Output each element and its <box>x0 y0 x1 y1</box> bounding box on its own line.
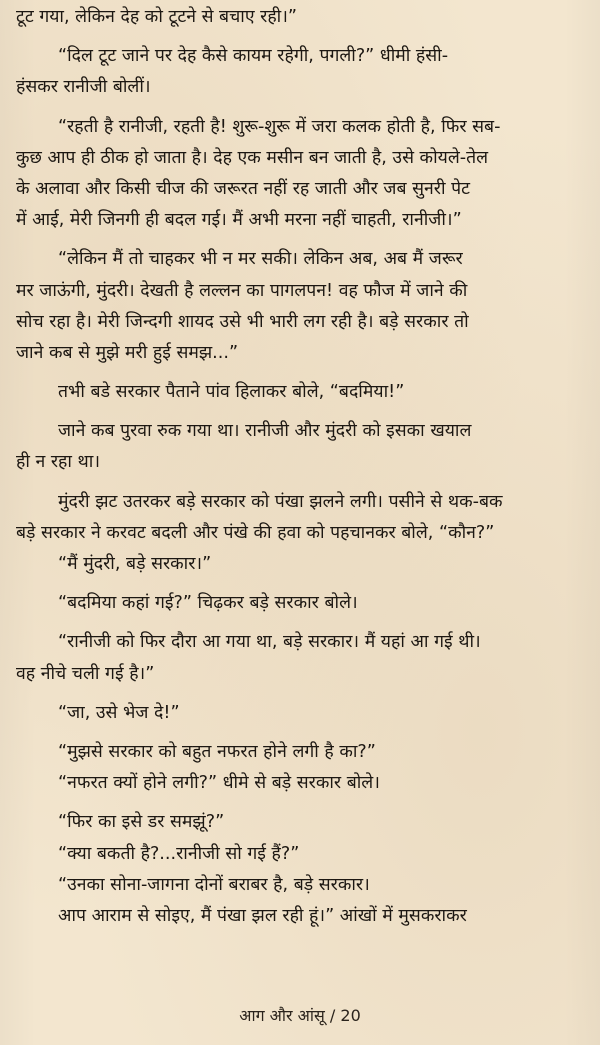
text-line: “मैं मुंदरी, बड़े सरकार।” <box>58 554 212 574</box>
text-line: मर जाऊंगी, मुंदरी। देखती है लल्लन का पागलपन! वह फौज में जाने की <box>16 280 468 301</box>
text-line: टूट गया, लेकिन देह को टूटने से बचाए रही।” <box>16 7 298 27</box>
text-line: बड़े सरकार ने करवट बदली और पंखे की हवा को पहचानकर बोले, “कौन?” <box>16 522 495 543</box>
text-line: वह नीचे चली गई है।” <box>16 663 155 684</box>
text-line: “लेकिन मैं तो चाहकर भी न मर सकी। लेकिन अब, अब मैं जरूर <box>58 249 463 270</box>
text-line: “फिर का इसे डर समझूं?” <box>58 812 225 833</box>
text-line: मुंदरी झट उतरकर बड़े सरकार को पंखा झलने लगी। पसीने से थक-बक <box>58 491 503 512</box>
text-line: “क्या बकती है?...रानीजी सो गई हैं?” <box>58 843 300 864</box>
text-line: “उनका सोना-जागना दोनों बराबर है, बड़े सरकार। <box>58 874 370 895</box>
text-line: कुछ आप ही ठीक हो जाता है। देह एक मसीन बन जाती है, उसे कोयले-तेल <box>16 147 489 168</box>
text-line: “रानीजी को फिर दौरा आ गया था, बड़े सरकार। मैं यहां आ गई थी। <box>58 632 481 653</box>
text-line: हंसकर रानीजी बोलीं। <box>16 77 151 98</box>
body-text <box>16 2 588 932</box>
text-line: ही न रहा था। <box>16 452 101 473</box>
text-line: “बदमिया कहां गई?” चिढ़कर बड़े सरकार बोले। <box>58 593 358 614</box>
text-line: “जा, उसे भेज दे!” <box>58 702 180 723</box>
text-line: “दिल टूट जाने पर देह कैसे कायम रहेगी, पगली?” धीमी हंसी- <box>58 46 449 67</box>
text-line: आप आराम से सोइए, मैं पंखा झल रही हूं।” आंखों में मुसकराकर <box>58 905 467 926</box>
text-line: के अलावा और किसी चीज की जरूरत नहीं रह जाती और जब सुनरी पेट <box>16 178 470 199</box>
text-line: जाने कब से मुझे मरी हुई समझ...” <box>16 342 239 363</box>
text-line: तभी बडे सरकार पैताने पांव हिलाकर बोले, “बदमिया!” <box>58 382 405 403</box>
text-line: जाने कब पुरवा रुक गया था। रानीजी और मुंदरी को इसका खयाल <box>58 421 472 442</box>
text-line: “मुझसे सरकार को बहुत नफरत होने लगी है का?” <box>58 741 376 762</box>
text-line: सोच रहा है। मेरी जिन्दगी शायद उसे भी भारी लग रही है। बड़े सरकार तो <box>16 311 469 332</box>
text-line: “रहती है रानीजी, रहती है! शुरू-शुरू में जरा कलक होती है, फिर सब- <box>58 116 501 137</box>
text-line: “नफरत क्यों होने लगी?” धीमे से बड़े सरकार बोले। <box>58 773 380 794</box>
text-line: में आई, मेरी जिनगी ही बदल गई। मैं अभी मरना नहीं चाहती, रानीजी।” <box>16 210 462 231</box>
page-footer: आग और आंसू / 20 <box>239 1006 361 1025</box>
